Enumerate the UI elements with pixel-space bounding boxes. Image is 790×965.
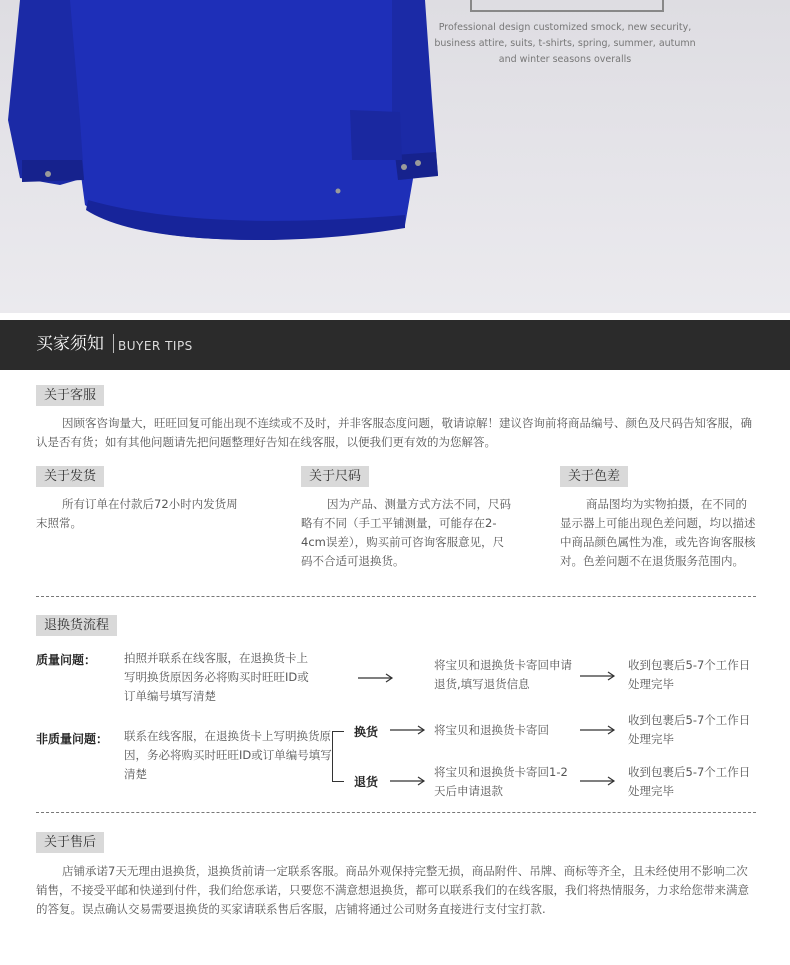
branch-bracket bbox=[332, 731, 333, 781]
arrow-right-icon bbox=[580, 776, 616, 786]
color-difference-text: 商品图均为实物拍摄，在不同的显示器上可能出现色差问题，均以描述中商品颜色属性为准，或先咨询客服核对。色差问题不在退货服务范围内。 bbox=[560, 497, 756, 568]
size-text: 因为产品、测量方式方法不同，尺码略有不同（手工平铺测量，可能存在2-4cm误差），购买前可咨询客服意见，尺码不合适可退换货。 bbox=[301, 497, 511, 568]
arrow-right-icon bbox=[580, 671, 616, 681]
exchange-result: 收到包裹后5-7个工作日处理完毕 bbox=[628, 713, 751, 746]
branch-bracket-bottom bbox=[332, 781, 344, 782]
tag-return-process: 退换货流程 bbox=[36, 615, 117, 636]
tag-shipping: 关于发货 bbox=[36, 466, 104, 487]
customer-service-text: 因顾客咨询量大，旺旺回复可能出现不连续或不及时，并非客服态度问题，敬请谅解！建议咨询前将商品编号、颜色及尺码告知客服，确认是否有货；如有其他问题请先把问题整理好告知在线客服，以便我们更有效的为您解答。 bbox=[36, 416, 752, 449]
exchange-label: 换货 bbox=[354, 725, 379, 739]
quality-issue-desc: 拍照并联系在线客服，在退换货卡上写明换货原因务必将购买时旺旺ID或订单编号填写清楚 bbox=[124, 651, 309, 703]
branch-bracket-top bbox=[332, 731, 344, 732]
header-title: 买家须知 bbox=[36, 334, 104, 354]
hero-frame-border bbox=[470, 0, 664, 12]
refund-label: 退货 bbox=[354, 775, 379, 789]
quality-issue-step3: 收到包裹后5-7个工作日处理完毕 bbox=[628, 658, 751, 691]
arrow-right-icon bbox=[580, 725, 616, 735]
dashed-divider bbox=[36, 812, 756, 813]
exchange-step: 将宝贝和退换货卡寄回 bbox=[434, 723, 549, 737]
non-quality-issue-label: 非质量问题： bbox=[36, 732, 109, 746]
quality-issue-label: 质量问题： bbox=[36, 653, 97, 667]
header-subtitle: BUYER TIPS bbox=[118, 339, 193, 353]
tag-customer-service: 关于客服 bbox=[36, 385, 104, 406]
header-divider bbox=[113, 334, 114, 353]
hero-caption: Professional design customized smock, new security, business attire, suits, t-shirts, spring, summer, autumn and winter seasons overalls bbox=[434, 22, 696, 65]
quality-issue-step2: 将宝贝和退换货卡寄回申请退货,填写退货信息 bbox=[434, 658, 572, 691]
tag-after-sales: 关于售后 bbox=[36, 832, 104, 853]
tag-color-difference: 关于色差 bbox=[560, 466, 628, 487]
product-hero-image bbox=[0, 0, 790, 313]
arrow-right-icon bbox=[390, 776, 426, 786]
arrow-right-icon bbox=[390, 725, 426, 735]
section-gap bbox=[0, 313, 790, 320]
refund-step: 将宝贝和退换货卡寄回1-2天后申请退款 bbox=[434, 765, 568, 798]
arrow-right-icon bbox=[358, 673, 394, 683]
dashed-divider bbox=[36, 596, 756, 597]
shipping-text: 所有订单在付款后72小时内发货周末照常。 bbox=[36, 497, 238, 530]
non-quality-issue-desc: 联系在线客服，在退换货卡上写明换货原因，务必将购买时旺旺ID或订单编号填写清楚 bbox=[124, 729, 332, 781]
tag-size: 关于尺码 bbox=[301, 466, 369, 487]
after-sales-text: 店铺承诺7天无理由退换货，退换货前请一定联系客服。商品外观保持完整无损，商品附件、吊牌、商标等齐全，且未经使用不影响二次销售，不接受平邮和快递到付件，我们给您承诺，只要您不满意想退换货，都可以联系我们的在线客服，我们将热情服务，力求给您带来满意的答复。误点确认交易需要退换货的买家请联系售后客服，店铺将通过公司财务直接进行支付宝打款. bbox=[36, 864, 749, 916]
refund-result: 收到包裹后5-7个工作日处理完毕 bbox=[628, 765, 751, 798]
